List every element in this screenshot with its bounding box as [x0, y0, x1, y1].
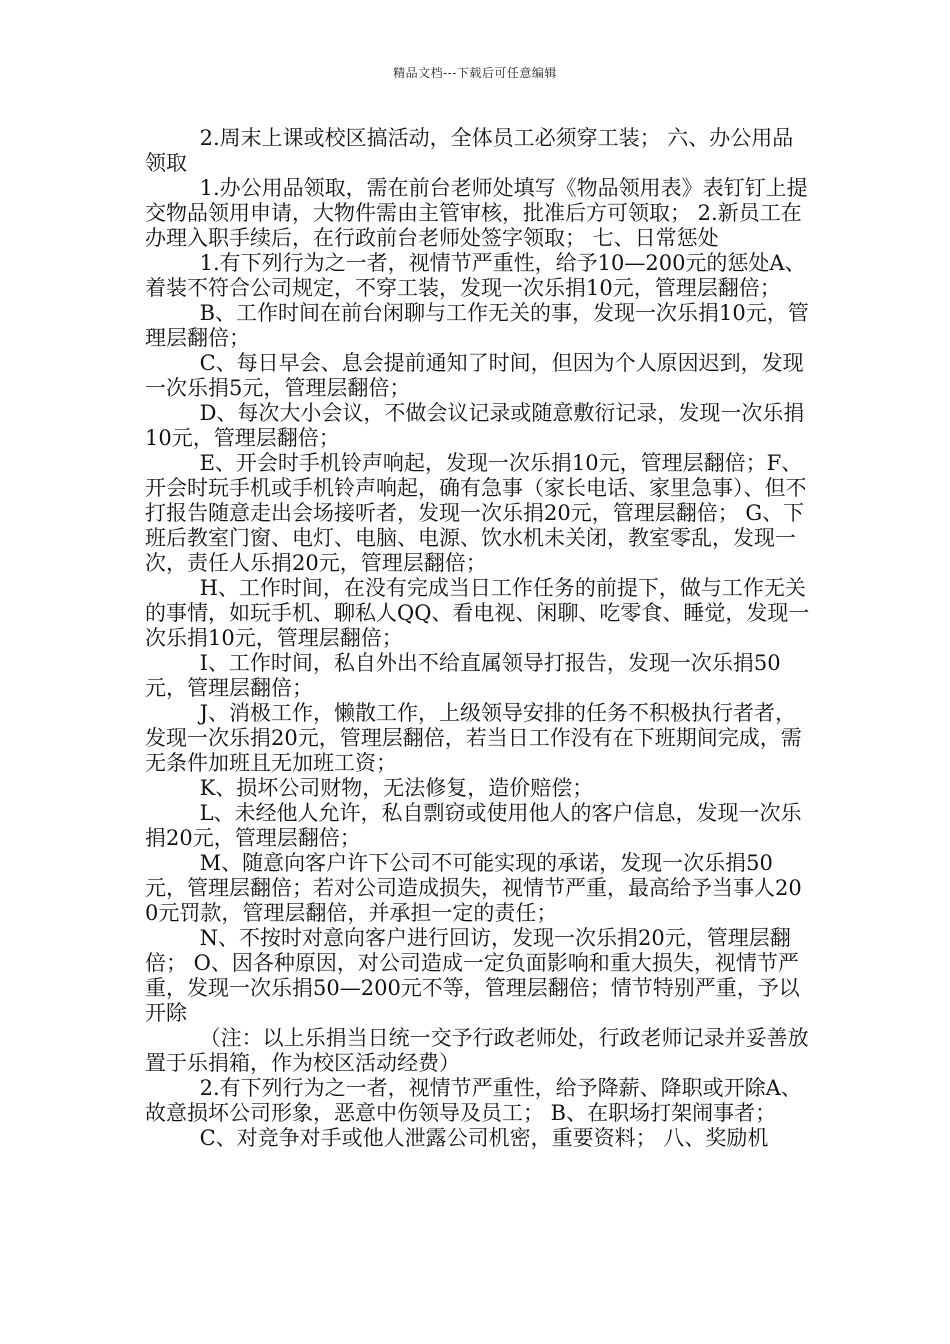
paragraph-16: 2.有下列行为之一者，视情节严重性，给予降薪、降职或开除A、故意损坏公司形象，恶意中伤领导及员工； B、在职场打架闹事者；	[145, 1076, 802, 1125]
paragraph-1: 2.周末上课或校区搞活动，全体员工必须穿工装； 六、办公用品领取	[145, 126, 794, 175]
paragraph-15: （注：以上乐捐当日统一交予行政老师处，行政老师记录并妥善放置于乐捐箱，作为校区活动经费）	[145, 1026, 809, 1075]
page-header: 精品文档---下载后可任意编辑	[393, 66, 557, 80]
paragraph-10: J、消极工作，懒散工作，上级领导安排的任务不积极执行者者，发现一次乐捐20元，管理层翻倍，若当日工作没有在下班期间完成，需无条件加班且无加班工资；	[145, 701, 802, 775]
document-body	[145, 126, 810, 1151]
paragraph-9: I、工作时间，私自外出不给直属领导打报告，发现一次乐捐50元，管理层翻倍；	[145, 651, 781, 700]
paragraph-12: L、未经他人允许，私自剽窃或使用他人的客户信息，发现一次乐捐20元，管理层翻倍；	[145, 801, 802, 850]
paragraph-2: 1.办公用品领取，需在前台老师处填写《物品领用表》表钉钉上提交物品领用申请，大物件需由主管审核，批准后方可领取； 2.新员工在办理入职手续后，在行政前台老师处签字领取； 七、日常惩处	[145, 176, 808, 250]
paragraph-11: K、损坏公司财物，无法修复，造价赔偿；	[199, 776, 594, 800]
paragraph-5: C、每日早会、息会提前通知了时间，但因为个人原因迟到，发现一次乐捐5元，管理层翻倍；	[145, 351, 804, 400]
paragraph-14: N、不按时对意向客户进行回访，发现一次乐捐20元，管理层翻倍； O、因各种原因，对公司造成一定负面影响和重大损失，视情节严重，发现一次乐捐50—200元不等，管理层翻倍；情节特别严重，予以开除	[145, 926, 800, 1025]
paragraph-8: H、工作时间，在没有完成当日工作任务的前提下，做与工作无关的事情，如玩手机、聊私人QQ、看电视、闲聊、吃零食、睡觉，发现一次乐捐10元，管理层翻倍；	[145, 576, 810, 650]
paragraph-13: M、随意向客户许下公司不可能实现的承诺，发现一次乐捐50元，管理层翻倍；若对公司造成损失，视情节严重，最高给予当事人200元罚款，管理层翻倍，并承担一定的责任；	[145, 851, 802, 925]
paragraph-3: 1.有下列行为之一者，视情节严重性，给予10—200元的惩处A、着装不符合公司规定，不穿工装，发现一次乐捐10元，管理层翻倍；	[145, 251, 806, 300]
paragraph-17: C、对竞争对手或他人泄露公司机密，重要资料； 八、奖励机	[199, 1126, 769, 1150]
paragraph-7: E、开会时手机铃声响起，发现一次乐捐10元，管理层翻倍；F、开会时玩手机或手机铃声响起，确有急事（家长电话、家里急事）、但不打报告随意走出会场接听者，发现一次乐捐20元，管理层翻倍； G、下班后教室门窗、电灯、电脑、电源、饮水机未关闭，教室零乱，发现一次，责任人乐捐20元，管理层翻倍；	[145, 451, 807, 575]
paragraph-4: B、工作时间在前台闲聊与工作无关的事，发现一次乐捐10元，管理层翻倍；	[145, 301, 809, 350]
paragraph-6: D、每次大小会议，不做会议记录或随意敷衍记录，发现一次乐捐10元，管理层翻倍；	[145, 401, 805, 450]
